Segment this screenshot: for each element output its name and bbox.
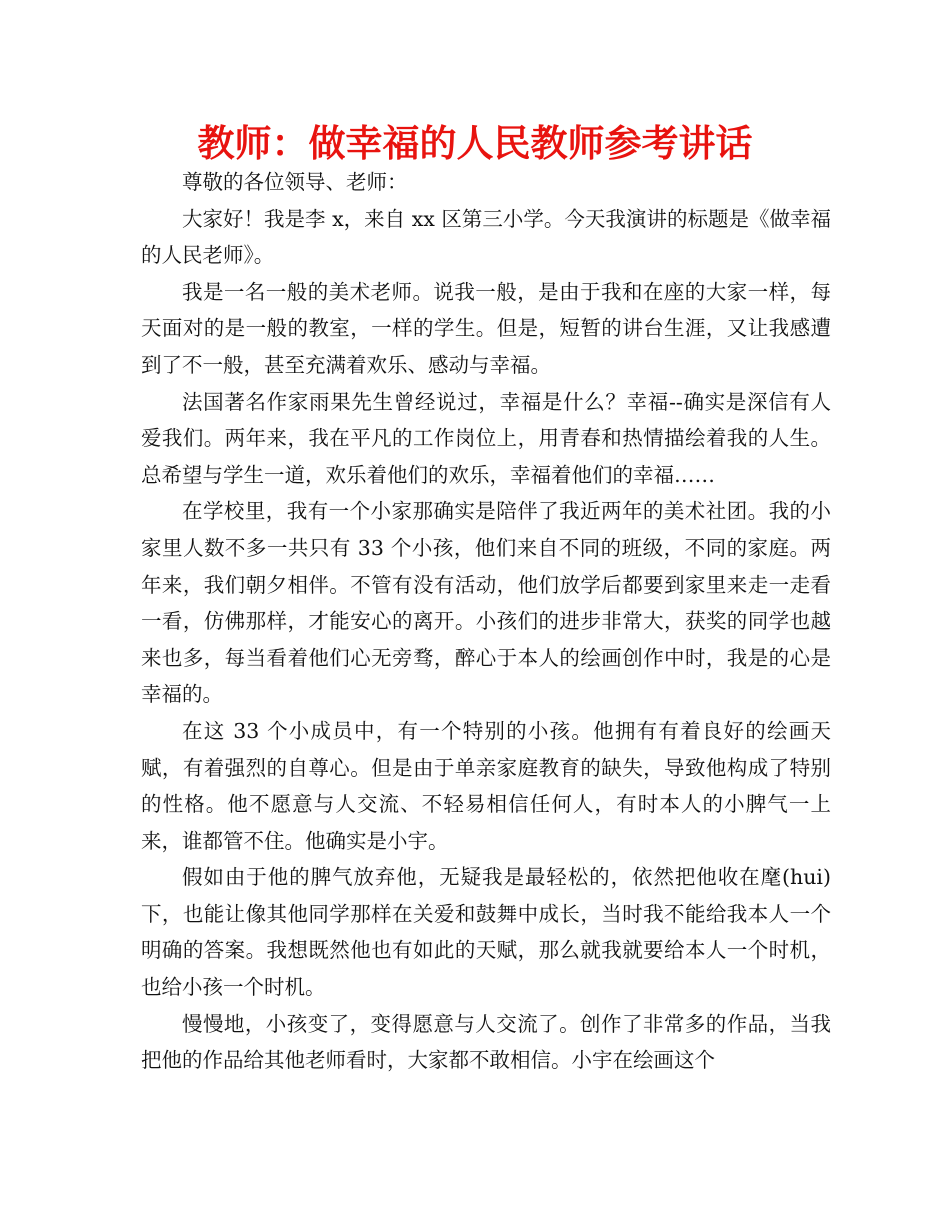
document-body [141, 164, 831, 1079]
document-title: 教师：做幸福的人民教师参考讲话 [197, 122, 753, 165]
body-paragraph: 法国著名作家雨果先生曾经说过，幸福是什么？幸福--确实是深信有人爱我们。两年来，我在平凡的工作岗位上，用青春和热情描绘着我的人生。总希望与学生一道，欢乐着他们的欢乐，幸福着他们的幸福…… [141, 389, 831, 487]
body-paragraph: 我是一名一般的美术老师。说我一般，是由于我和在座的大家一样，每天面对的是一般的教室，一样的学生。但是，短暂的讲台生涯，又让我感遭到了不一般，甚至充满着欢乐、感动与幸福。 [141, 279, 831, 377]
greeting-paragraph: 大家好！我是李 x，来自 xx 区第三小学。今天我演讲的标题是《做幸福的人民老师》。 [141, 206, 831, 268]
body-paragraph: 在这 33 个小成员中，有一个特别的小孩。他拥有有着良好的绘画天赋，有着强烈的自尊心。但是由于单亲家庭教育的缺失，导致他构成了特别的性格。他不愿意与人交流、不轻易相信任何人，有时本人的小脾气一上来，谁都管不住。他确实是小宇。 [141, 718, 831, 853]
salutation-paragraph: 尊敬的各位领导、老师： [182, 170, 408, 194]
body-paragraph: 慢慢地，小孩变了，变得愿意与人交流了。创作了非常多的作品，当我把他的作品给其他老师看时，大家都不敢相信。小宇在绘画这个 [141, 1011, 831, 1073]
body-paragraph: 在学校里，我有一个小家那确实是陪伴了我近两年的美术社团。我的小家里人数不多一共只有 33 个小孩，他们来自不同的班级，不同的家庭。两年来，我们朝夕相伴。不管有没有活动，他们放学后都要到家里来走一走看一看，仿佛那样，才能安心的离开。小孩们的进步非常大，获奖的同学也越来也多，每当看着他们心无旁骛，醉心于本人的绘画创作中时，我是的心是幸福的。 [141, 499, 831, 707]
body-paragraph: 假如由于他的脾气放弃他，无疑我是最轻松的，依然把他收在麾(hui)下，也能让像其他同学那样在关爱和鼓舞中成长，当时我不能给我本人一个明确的答案。我想既然他也有如此的天赋，那么就我就要给本人一个时机，也给小孩一个时机。 [141, 865, 831, 1000]
